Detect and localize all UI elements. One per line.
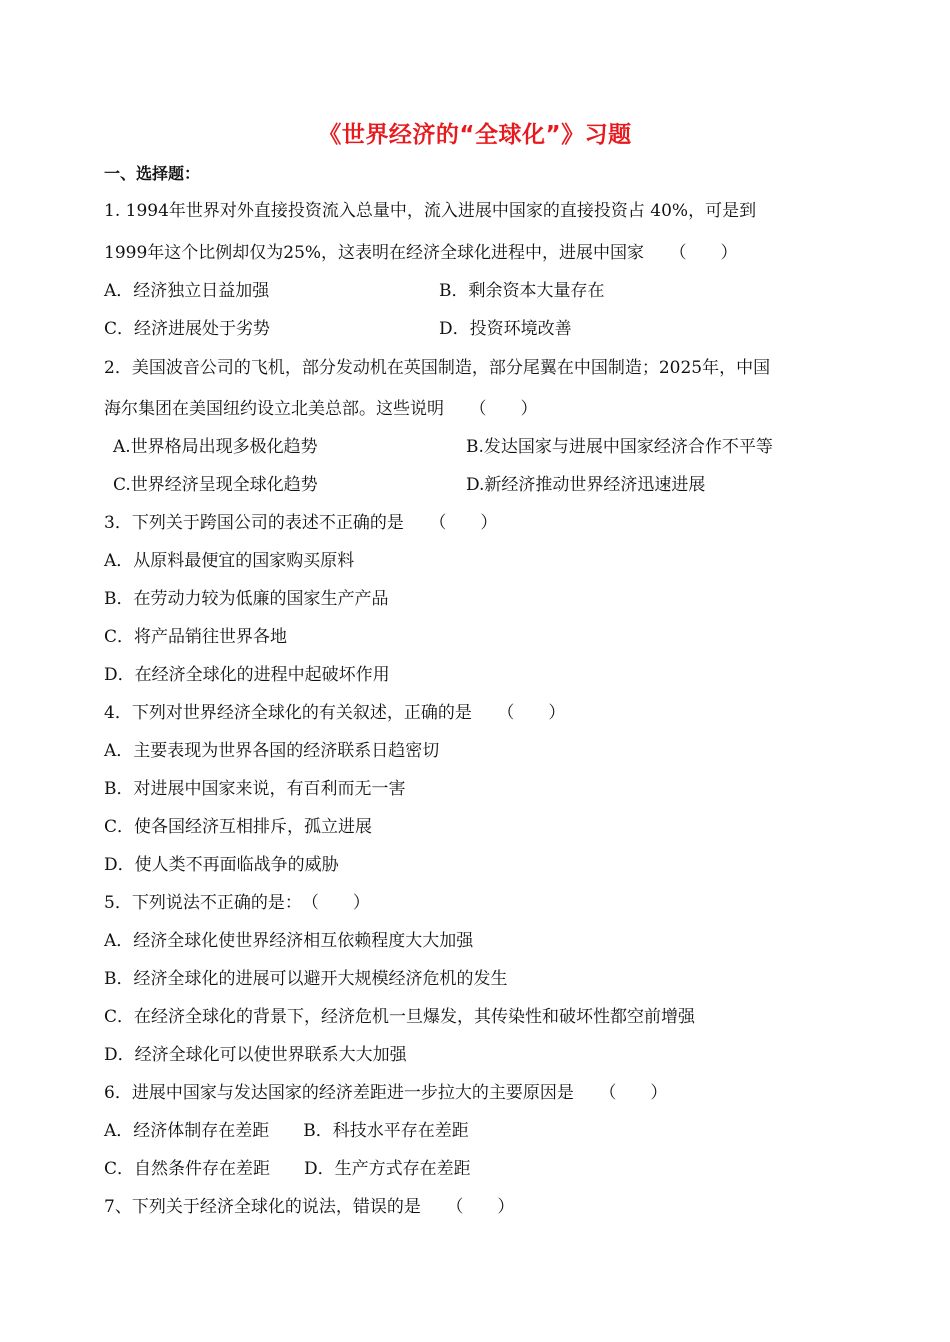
q7-stem: 7、下列关于经济全球化的说法，错误的是 （ ） [104, 1197, 515, 1217]
q1-option-c: C．经济进展处于劣势 [104, 319, 271, 339]
q5-option-a: A．经济全球化使世界经济相互依赖程度大大加强 [104, 931, 474, 951]
q1-stem-line-1: 1. 1994年世界对外直接投资流入总量中，流入进展中国家的直接投资占 40%，可是到 [104, 201, 757, 221]
q6-options-cd: C．自然条件存在差距 D．生产方式存在差距 [104, 1159, 471, 1179]
q2-stem-line-2: 海尔集团在美国纽约设立北美总部。这些说明 （ ） [104, 399, 538, 419]
q4-option-d: D．使人类不再面临战争的威胁 [104, 855, 339, 875]
q5-option-c: C．在经济全球化的背景下，经济危机一旦爆发，其传染性和破坏性都空前增强 [104, 1007, 696, 1027]
q6-options-ab: A．经济体制存在差距 B．科技水平存在差距 [104, 1121, 469, 1141]
q3-stem: 3．下列关于跨国公司的表述不正确的是 （ ） [104, 513, 498, 533]
q2-option-c: C.世界经济呈现全球化趋势 [113, 475, 318, 495]
q5-option-b: B．经济全球化的进展可以避开大规模经济危机的发生 [104, 969, 508, 989]
q3-option-a: A．从原料最便宜的国家购买原料 [104, 551, 355, 571]
q1-option-a: A．经济独立日益加强 [104, 281, 270, 301]
q4-option-a: A．主要表现为世界各国的经济联系日趋密切 [104, 741, 440, 761]
q5-stem: 5．下列说法不正确的是： （ ） [104, 893, 370, 913]
q2-stem-line-1: 2．美国波音公司的飞机，部分发动机在英国制造，部分尾翼在中国制造；2025年，中国 [104, 358, 771, 378]
q1-stem-line-2: 1999年这个比例却仅为25%，这表明在经济全球化进程中，进展中国家 （ ） [104, 243, 738, 263]
q2-option-a: A.世界格局出现多极化趋势 [113, 437, 318, 457]
q2-option-d: D.新经济推动世界经济迅速进展 [466, 475, 706, 495]
q1-option-b: B．剩余资本大量存在 [439, 281, 605, 301]
q4-option-b: B．对进展中国家来说，有百利而无一害 [104, 779, 406, 799]
document-title: 《世界经济的“全球化”》习题 [318, 122, 632, 148]
q4-option-c: C．使各国经济互相排斥，孤立进展 [104, 817, 373, 837]
q3-option-c: C．将产品销往世界各地 [104, 627, 288, 647]
q1-option-d: D．投资环境改善 [439, 319, 572, 339]
q3-option-d: D．在经济全球化的进程中起破坏作用 [104, 665, 390, 685]
q2-option-b: B.发达国家与进展中国家经济合作不平等 [466, 437, 773, 457]
section-heading: 一、选择题： [104, 164, 201, 183]
q5-option-d: D．经济全球化可以使世界联系大大加强 [104, 1045, 407, 1065]
q3-option-b: B．在劳动力较为低廉的国家生产产品 [104, 589, 389, 609]
q6-stem: 6．进展中国家与发达国家的经济差距进一步拉大的主要原因是 （ ） [104, 1083, 668, 1103]
q4-stem: 4．下列对世界经济全球化的有关叙述，正确的是 （ ） [104, 703, 566, 723]
